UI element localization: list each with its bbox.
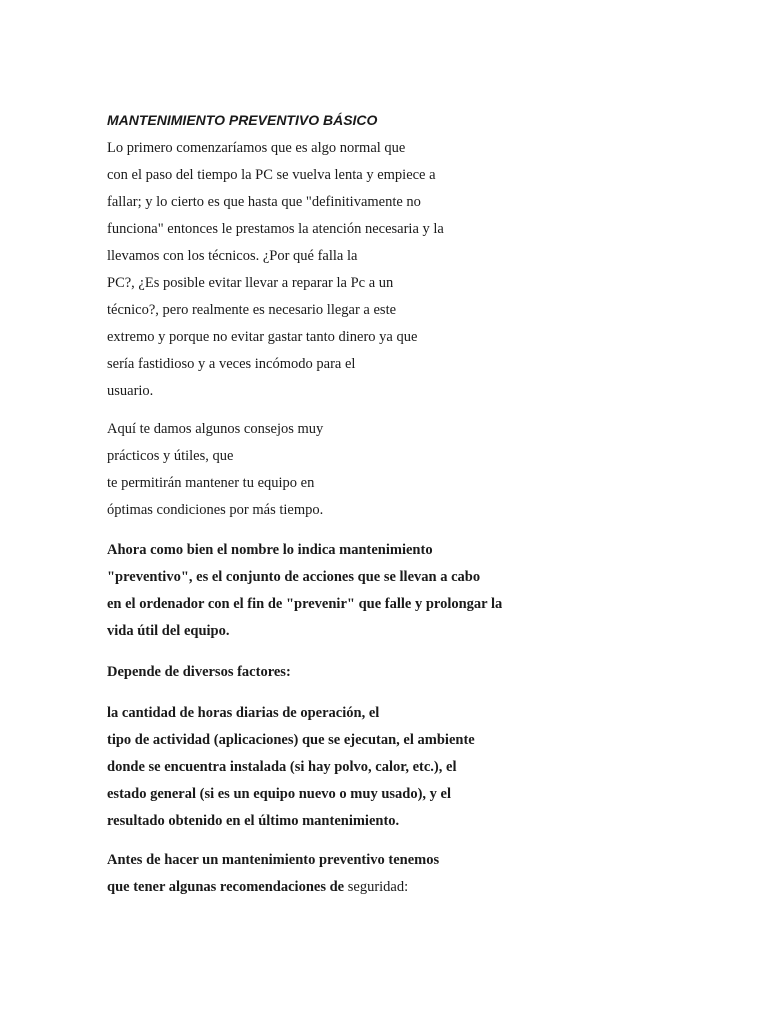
text-line: PC?, ¿Es posible evitar llevar a reparar la Pc a un — [107, 275, 394, 291]
text-line: con el paso del tiempo la PC se vuelva lenta y empiece a — [107, 167, 436, 183]
text-line: te permitirán mantener tu equipo en — [107, 475, 315, 491]
text-line: donde se encuentra instalada (si hay polvo, calor, etc.), el — [107, 759, 457, 775]
paragraph-tips — [107, 416, 323, 524]
text-line: funciona" entonces le prestamos la atención necesaria y la — [107, 221, 444, 237]
document-title: MANTENIMIENTO PREVENTIVO BÁSICO — [107, 112, 378, 128]
text-bold-segment: que tener algunas recomendaciones de — [107, 879, 348, 895]
text-line: Antes de hacer un mantenimiento preventivo tenemos — [107, 852, 440, 868]
paragraph-definition — [107, 537, 502, 645]
paragraph-safety — [107, 847, 439, 901]
text-line: extremo y porque no evitar gastar tanto dinero ya que — [107, 329, 418, 345]
text-line: llevamos con los técnicos. ¿Por qué falla la — [107, 248, 358, 264]
text-line: estado general (si es un equipo nuevo o muy usado), y el — [107, 786, 452, 802]
text-line: Aquí te damos algunos consejos muy — [107, 421, 324, 437]
text-line: Depende de diversos factores: — [107, 664, 291, 680]
text-line: Lo primero comenzaríamos que es algo normal que — [107, 140, 406, 156]
text-line: prácticos y útiles, que — [107, 448, 234, 464]
text-line: Ahora como bien el nombre lo indica mantenimiento — [107, 542, 433, 558]
paragraph-factors — [107, 700, 475, 835]
text-line: fallar; y lo cierto es que hasta que "definitivamente no — [107, 194, 421, 210]
text-line — [107, 874, 439, 901]
text-line: tipo de actividad (aplicaciones) que se ejecutan, el ambiente — [107, 732, 475, 748]
text-line: "preventivo", es el conjunto de acciones que se llevan a cabo — [107, 569, 481, 585]
text-line: en el ordenador con el fin de "prevenir" que falle y prolongar la — [107, 596, 503, 612]
text-line: vida útil del equipo. — [107, 623, 230, 639]
text-line: resultado obtenido en el último mantenimiento. — [107, 813, 400, 829]
text-line: usuario. — [107, 383, 154, 399]
text-normal-segment: seguridad: — [347, 879, 409, 895]
paragraph-factors-heading — [107, 659, 291, 686]
text-line: óptimas condiciones por más tiempo. — [107, 502, 324, 518]
text-line: la cantidad de horas diarias de operación, el — [107, 705, 380, 721]
text-line: sería fastidioso y a veces incómodo para el — [107, 356, 356, 372]
paragraph-intro — [107, 135, 444, 405]
text-line: técnico?, pero realmente es necesario llegar a este — [107, 302, 397, 318]
